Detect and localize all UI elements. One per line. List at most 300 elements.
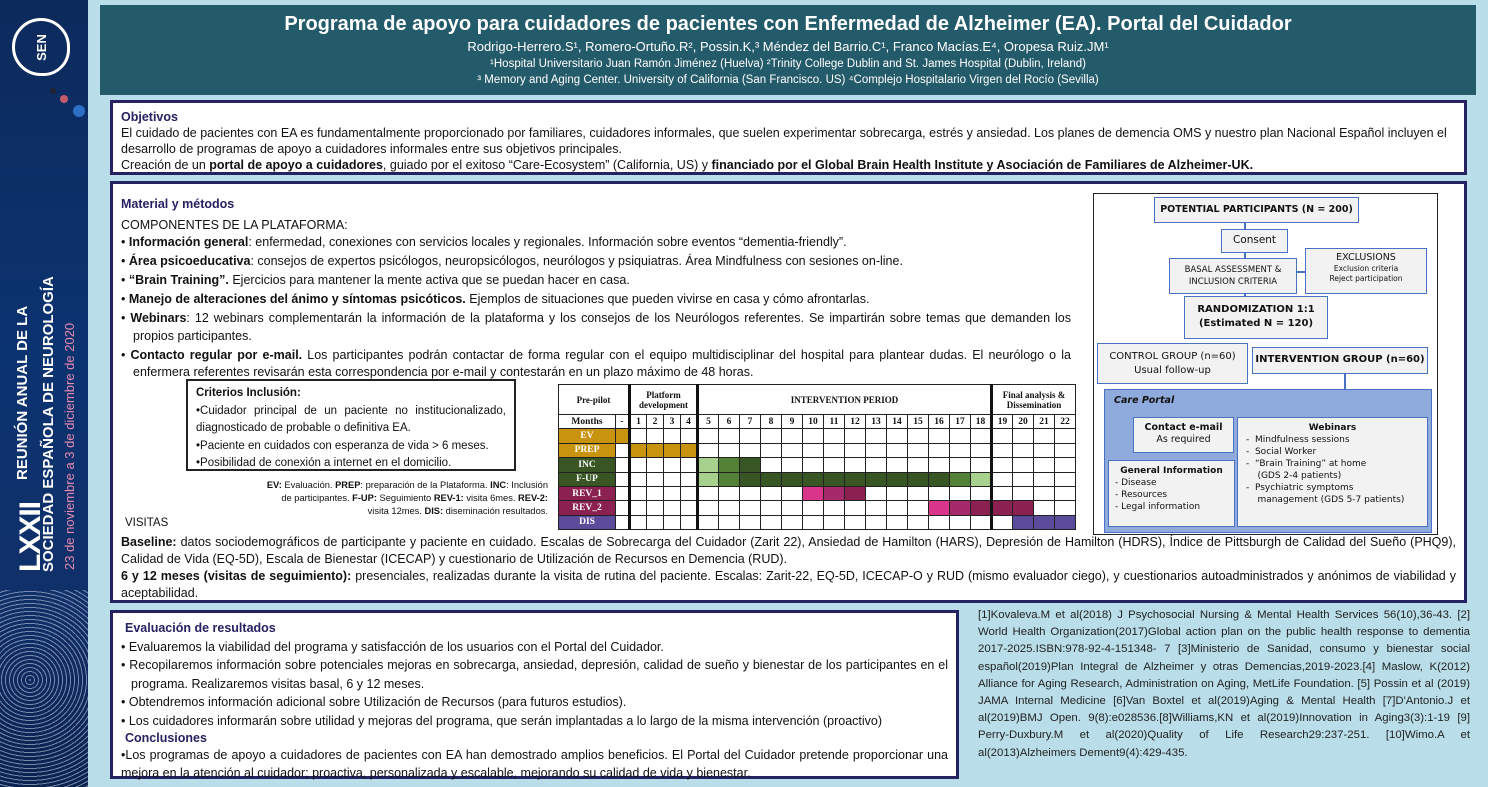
gantt-cell bbox=[664, 515, 681, 529]
gantt-cell bbox=[664, 429, 681, 443]
congress-name-line2: SOCIEDAD ESPAÑOLA DE NEUROLOGÍA bbox=[40, 276, 57, 572]
gantt-cell bbox=[887, 515, 908, 529]
webinar-item: - Mindfulness sessions bbox=[1246, 435, 1350, 445]
bullet: • bbox=[121, 347, 131, 362]
gantt-cell bbox=[887, 501, 908, 515]
gantt-cell bbox=[1055, 472, 1076, 486]
gantt-cell bbox=[616, 443, 630, 457]
gantt-cell bbox=[845, 501, 866, 515]
gantt-cell bbox=[1034, 486, 1055, 500]
general-item: - Disease bbox=[1115, 478, 1157, 488]
legend-abbr: REV-2: bbox=[518, 493, 548, 503]
gantt-cell bbox=[803, 458, 824, 472]
gantt-cell bbox=[1034, 458, 1055, 472]
control-title: CONTROL GROUP (n=60) bbox=[1109, 351, 1236, 362]
month-cell: 12 bbox=[845, 415, 866, 429]
general-title: General Information bbox=[1120, 466, 1223, 476]
gantt-cell bbox=[866, 472, 887, 486]
gantt-cell bbox=[761, 486, 782, 500]
gantt-phase-header: Pre-pilot bbox=[559, 385, 630, 415]
gantt-cell bbox=[681, 486, 698, 500]
gantt-cell bbox=[866, 515, 887, 529]
evaluation-item: • Recopilaremos información sobre potenciales mejoras en sobrecarga, ansiedad, depresión, calidad de sueño y bienestar de los participantes en el programa. Realizaremos visitas basal, 6 y 12 meses. bbox=[121, 658, 948, 691]
poster-title: Programa de apoyo para cuidadores de pacientes con Enfermedad de Alzheimer (EA). Portal del Cuidador bbox=[284, 13, 1292, 35]
gantt-row-label: PREP bbox=[559, 443, 616, 457]
gantt-row bbox=[559, 486, 1076, 500]
month-cell: 7 bbox=[740, 415, 761, 429]
gantt-row bbox=[559, 501, 1076, 515]
gantt-phase-header: Platform development bbox=[630, 385, 698, 415]
webinar-item: - “Brain Training” at home bbox=[1246, 459, 1367, 469]
component-title: Manejo de alteraciones del ánimo y síntomas psicóticos. bbox=[128, 292, 466, 306]
gantt-row-label: INC bbox=[559, 458, 616, 472]
general-item: - Legal information bbox=[1115, 502, 1201, 512]
legend-abbr: DIS: bbox=[424, 506, 444, 516]
gantt-cell bbox=[992, 501, 1013, 515]
gantt-cell bbox=[824, 515, 845, 529]
gantt-cell bbox=[1034, 501, 1055, 515]
legend-desc: Evaluación. bbox=[281, 480, 336, 490]
gantt-cell bbox=[803, 443, 824, 457]
evaluation-item: • Obtendremos información adicional sobre Utilización de Recursos (para futuros estudios). bbox=[121, 695, 627, 710]
gantt-cell bbox=[740, 501, 761, 515]
gantt-cell bbox=[1055, 443, 1076, 457]
month-cell: 8 bbox=[761, 415, 782, 429]
legend-desc: visita 12mes. bbox=[367, 506, 425, 516]
gantt-cell bbox=[630, 458, 647, 472]
consent-box: Consent bbox=[1221, 229, 1288, 253]
gantt-cell bbox=[1055, 458, 1076, 472]
randomization-box bbox=[1184, 296, 1328, 339]
gantt-cell bbox=[845, 486, 866, 500]
component-item bbox=[121, 272, 1071, 290]
methods-text bbox=[121, 196, 1071, 383]
legend-desc: Seguimiento bbox=[376, 493, 434, 503]
gantt-row bbox=[559, 458, 1076, 472]
gantt-cell bbox=[647, 472, 664, 486]
gantt-timeline-table bbox=[558, 384, 1076, 530]
components-list bbox=[121, 234, 1071, 382]
gantt-cell bbox=[782, 501, 803, 515]
gantt-cell bbox=[971, 486, 992, 500]
gantt-cell bbox=[782, 429, 803, 443]
month-cell: 4 bbox=[681, 415, 698, 429]
webinars-title: Webinars bbox=[1308, 423, 1357, 433]
gantt-cell bbox=[950, 458, 971, 472]
gantt-row-label: EV bbox=[559, 429, 616, 443]
gantt-cell bbox=[992, 429, 1013, 443]
webinar-item: management (GDS 5-7 patients) bbox=[1246, 495, 1405, 505]
followup-paragraph bbox=[121, 568, 1456, 602]
month-cell: 18 bbox=[971, 415, 992, 429]
month-cell: 21 bbox=[1034, 415, 1055, 429]
gantt-cell bbox=[647, 486, 664, 500]
gantt-cell bbox=[1013, 458, 1034, 472]
gantt-cell bbox=[698, 486, 719, 500]
gantt-cell bbox=[719, 458, 740, 472]
gantt-cell bbox=[971, 458, 992, 472]
gantt-cell bbox=[908, 443, 929, 457]
gantt-cell bbox=[761, 515, 782, 529]
component-item bbox=[121, 234, 1071, 252]
bullet: • bbox=[121, 235, 129, 249]
gantt-cell bbox=[929, 486, 950, 500]
references: [1]Kovaleva.M et al(2018) J Psychosocial Nursing & Mental Health Services 56(10),36-43. [2] World Health Organization(2017)Global action plan on the public health response to dementia 2017-2025.ISBN:978-92-4-151348- 7 [3]Ministerio de Sanidad, consumo y bienestar social español(2019)Plan Integral de Alzheimer y otras Demencias,2019-2023.[4] Maslow, K(2012) Alliance for Aging Research, Administration on Aging, MetLife Foundation. [5] Possin et al (2019) JAMA Internal Medicine [6]Van Boxtel et al(2019)Aging & Mental Health [7]D'Antonio.J et al(2019)BMJ Open. 9(8):e028536.[8]Williams,KN et al(2019)Innovation in Aging3(3):1-19 [9] Perry-Duxbury.M et al(2020)Quality of Life Research29:237-251. [10]Wimo.A et al(2013)Alzheimers Dement9(4):429-435. bbox=[978, 609, 1470, 759]
gantt-cell bbox=[824, 486, 845, 500]
intervention-group-box: INTERVENTION GROUP (n=60) bbox=[1252, 347, 1428, 374]
component-item bbox=[121, 347, 1071, 382]
components-subheading: COMPONENTES DE LA PLATAFORMA: bbox=[121, 217, 348, 232]
gantt-cell bbox=[1055, 486, 1076, 500]
gantt-cell bbox=[866, 501, 887, 515]
legend-abbr: PREP bbox=[335, 480, 361, 490]
basal-assessment-box: BASAL ASSESSMENT & INCLUSION CRITERIA bbox=[1169, 258, 1297, 294]
gantt-cell bbox=[950, 443, 971, 457]
control-group-box bbox=[1097, 343, 1248, 384]
gantt-cell bbox=[761, 429, 782, 443]
exclusions-box bbox=[1305, 248, 1427, 294]
gantt-cell bbox=[1055, 429, 1076, 443]
edition-number: LXXII bbox=[14, 501, 47, 572]
gantt-cell bbox=[782, 486, 803, 500]
gantt-cell bbox=[664, 501, 681, 515]
component-desc: Ejemplos de situaciones que pueden vivirse en casa y cómo afrontarlas. bbox=[465, 292, 870, 306]
text: presenciales, realizadas durante la visita de rutina del paciente. Escalas: Zarit-22, EQ-5D, ICECAP-O y RUD (mismo evaluador ciego), y cuestionarios autoadministrados y anónimos de viabilidad y aceptabilidad. bbox=[121, 569, 1456, 600]
webinars-box bbox=[1237, 417, 1428, 527]
gantt-cell bbox=[908, 515, 929, 529]
brain-illustration bbox=[0, 590, 88, 787]
gantt-cell bbox=[1055, 501, 1076, 515]
gantt-cell bbox=[824, 472, 845, 486]
gantt-legend bbox=[263, 479, 548, 518]
gantt-cell bbox=[664, 486, 681, 500]
month-cell: - bbox=[616, 415, 630, 429]
gantt-cell bbox=[740, 443, 761, 457]
gantt-cell bbox=[664, 472, 681, 486]
gantt-cell bbox=[616, 486, 630, 500]
gantt-cell bbox=[929, 429, 950, 443]
gantt-row-label: F-UP bbox=[559, 472, 616, 486]
objectives-paragraph: El cuidado de pacientes con EA es fundamentalmente proporcionado por familiares, cuidadores informales, que suelen experimentar sobrecarga, estrés y ansiedad. Los planes de demencia OMS y nuestro plan Nacional Español incluyen el desarrollo de programas de apoyo a cuidadores informales entre sus objetivos principales. bbox=[121, 126, 1447, 156]
gantt-cell bbox=[630, 486, 647, 500]
gantt-cell bbox=[866, 458, 887, 472]
gantt-cell bbox=[782, 472, 803, 486]
gantt-cell bbox=[845, 429, 866, 443]
gantt-cell bbox=[950, 486, 971, 500]
gantt-cell bbox=[1034, 429, 1055, 443]
sen-logo: SEN bbox=[12, 18, 70, 76]
section-heading: Material y métodos bbox=[121, 197, 235, 211]
gantt-row-label: REV_2 bbox=[559, 501, 616, 515]
gantt-cell bbox=[740, 486, 761, 500]
gantt-cell bbox=[908, 486, 929, 500]
gantt-cell bbox=[992, 515, 1013, 529]
evaluation-item: • Evaluaremos la viabilidad del programa y satisfacción de los usuarios con el Portal del Cuidador. bbox=[121, 639, 664, 654]
gantt-row-label: DIS bbox=[559, 515, 616, 529]
gantt-phase-header: Final analysis & Dissemination bbox=[992, 385, 1076, 415]
gantt-row-label: REV_1 bbox=[559, 486, 616, 500]
gantt-cell bbox=[616, 458, 630, 472]
legend-desc: : Inclusión de participantes. bbox=[281, 480, 548, 503]
affiliations-2: ³ Memory and Aging Center. University of California (San Francisco. US) ⁴Complejo Hospitalario Virgen del Rocío (Sevilla) bbox=[477, 74, 1099, 86]
gantt-cell bbox=[681, 515, 698, 529]
gantt-cell bbox=[908, 458, 929, 472]
gantt-phase-header: INTERVENTION PERIOD bbox=[698, 385, 992, 415]
gantt-cell bbox=[698, 458, 719, 472]
evaluation-list bbox=[121, 638, 948, 731]
gantt-cell bbox=[698, 443, 719, 457]
gantt-cell bbox=[992, 472, 1013, 486]
legend-desc: visita 6mes. bbox=[463, 493, 519, 503]
gantt-cell bbox=[824, 458, 845, 472]
exclusion-item: Reject participation bbox=[1329, 274, 1403, 283]
objectives-paragraph-2 bbox=[121, 157, 1456, 173]
gantt-cell bbox=[1013, 472, 1034, 486]
gantt-cell bbox=[971, 472, 992, 486]
component-title: Contacto regular por e-mail. bbox=[130, 347, 303, 362]
gantt-cell bbox=[681, 458, 698, 472]
text: , guiado por el exitoso “Care-Ecosystem” (California, US) y bbox=[382, 158, 712, 172]
gantt-cell bbox=[971, 501, 992, 515]
month-cell: 16 bbox=[929, 415, 950, 429]
component-title: “Brain Training”. bbox=[128, 273, 229, 287]
gantt-cell bbox=[1013, 501, 1034, 515]
gantt-cell bbox=[630, 443, 647, 457]
gantt-cell bbox=[681, 501, 698, 515]
gantt-cell bbox=[698, 501, 719, 515]
gantt-cell bbox=[971, 515, 992, 529]
legend-abbr: REV-1: bbox=[433, 493, 464, 503]
visits-label: VISITAS bbox=[125, 517, 169, 529]
contact-title: Contact e-mail bbox=[1144, 422, 1223, 433]
gantt-cell bbox=[1013, 443, 1034, 457]
month-cell: 2 bbox=[647, 415, 664, 429]
conclusions-heading: Conclusiones bbox=[125, 730, 207, 745]
decor-dot bbox=[50, 88, 56, 94]
decor-dot bbox=[73, 105, 85, 117]
care-portal-box bbox=[1104, 389, 1432, 533]
component-title: Webinars bbox=[130, 311, 187, 325]
bullet: • bbox=[121, 292, 129, 306]
gantt-cell bbox=[866, 429, 887, 443]
month-cell: 19 bbox=[992, 415, 1013, 429]
component-title: Información general bbox=[128, 235, 249, 249]
months-label: Months bbox=[559, 415, 616, 429]
contact-email-box bbox=[1133, 417, 1234, 453]
criteria-heading: Criterios Inclusión: bbox=[196, 387, 301, 399]
conclusions-text: •Los programas de apoyo a cuidadores de pacientes con EA han demostrado amplios beneficios. El Portal del Cuidador pretende proporcionar una mejora en la atención al cuidador; proactiva, personalizada y escalable, mejorando su calidad de vida y bienestar. bbox=[121, 747, 948, 781]
bullet: • bbox=[121, 254, 129, 268]
gantt-cell bbox=[719, 501, 740, 515]
evaluation-item: • Los cuidadores informarán sobre utilidad y mejoras del programa, que serán implantadas a lo largo de la misma intervención (proactivo) bbox=[121, 713, 883, 728]
general-items bbox=[1109, 477, 1234, 513]
gantt-cell bbox=[681, 443, 698, 457]
gantt-cell bbox=[908, 472, 929, 486]
gantt-cell bbox=[845, 443, 866, 457]
gantt-cell bbox=[664, 443, 681, 457]
criteria-item: •Cuidador principal de un paciente no institucionalizado, diagnosticado de probable o definitiva EA. bbox=[196, 404, 506, 434]
component-desc: : 12 webinars complementarán la información de la plataforma y los consejos de los Neurólogos referentes. Se impartirán sobre temas que demanden los propios participantes. bbox=[133, 311, 1071, 343]
exclusions-title: EXCLUSIONS bbox=[1336, 252, 1396, 263]
care-portal-title: Care Portal bbox=[1114, 395, 1175, 406]
gantt-cell bbox=[681, 429, 698, 443]
affiliations-1: ¹Hospital Universitario Juan Ramón Jiménez (Huelva) ²Trinity College Dublin and St. James Hospital (Dublin, Ireland) bbox=[490, 58, 1086, 70]
gantt-row bbox=[559, 515, 1076, 529]
gantt-row bbox=[559, 443, 1076, 457]
component-desc: : enfermedad, conexiones con servicios locales y regionales. Información sobre eventos “dementia-friendly”. bbox=[248, 235, 847, 249]
gantt-cell bbox=[929, 458, 950, 472]
gantt-cell bbox=[992, 486, 1013, 500]
gantt-months-row bbox=[559, 415, 1076, 429]
gantt-cell bbox=[647, 501, 664, 515]
component-desc: Los participantes podrán contactar de forma regular con el equipo multidisciplinar del hospital para plantear dudas. El neurólogo o la enfermera referentes revisarán esta correspondencia por e-mail y contestarán en un plazo máximo de 48 horas. bbox=[133, 347, 1071, 379]
congress-date: 23 de noviembre a 3 de diciembre de 2020 bbox=[62, 322, 77, 570]
text-bold: financiado por el Global Brain Health Institute y Asociación de Familiares de Alzheimer-UK. bbox=[711, 158, 1254, 172]
gantt-cell bbox=[616, 501, 630, 515]
gantt-cell bbox=[803, 515, 824, 529]
bullet: • bbox=[121, 311, 131, 325]
legend-abbr: INC bbox=[490, 480, 507, 490]
gantt-cell bbox=[803, 486, 824, 500]
gantt-cell bbox=[782, 515, 803, 529]
text-bold: Baseline: bbox=[121, 535, 177, 549]
legend-abbr: EV: bbox=[266, 480, 282, 490]
general-info-box bbox=[1108, 460, 1235, 527]
gantt-cell bbox=[887, 486, 908, 500]
component-desc: : consejos de expertos psicólogos, neuropsicólogos, neurólogos y psiquiatras. Área Mindfulness con sesiones on-line. bbox=[250, 254, 903, 268]
gantt-cell bbox=[630, 501, 647, 515]
gantt-cell bbox=[647, 429, 664, 443]
gantt-cell bbox=[1013, 429, 1034, 443]
month-cell: 3 bbox=[664, 415, 681, 429]
gantt-cell bbox=[740, 472, 761, 486]
randomization-n: (Estimated N = 120) bbox=[1198, 318, 1314, 329]
text-bold: portal de apoyo a cuidadores bbox=[209, 158, 383, 172]
visits-description bbox=[121, 534, 1456, 602]
gantt-cell bbox=[647, 515, 664, 529]
gantt-cell bbox=[719, 429, 740, 443]
component-desc: Ejercicios para mantener la mente activa que se puedan hacer en casa. bbox=[228, 273, 630, 287]
gantt-cell bbox=[761, 501, 782, 515]
gantt-cell bbox=[630, 515, 647, 529]
decor-dot bbox=[60, 95, 68, 103]
legend-desc: : preparación de la Plataforma. bbox=[360, 480, 491, 490]
text-bold: 6 y 12 meses (visitas de seguimiento): bbox=[121, 569, 352, 583]
gantt-cell bbox=[719, 515, 740, 529]
component-item bbox=[121, 310, 1071, 345]
month-cell: 15 bbox=[908, 415, 929, 429]
gantt-cell bbox=[647, 458, 664, 472]
gantt-cell bbox=[803, 429, 824, 443]
gantt-cell bbox=[971, 429, 992, 443]
gantt-cell bbox=[616, 429, 630, 443]
gantt-cell bbox=[1034, 443, 1055, 457]
gantt-cell bbox=[761, 472, 782, 486]
gantt-cell bbox=[698, 472, 719, 486]
gantt-cell bbox=[761, 443, 782, 457]
webinar-item: - Social Worker bbox=[1246, 447, 1317, 457]
connector bbox=[1344, 372, 1346, 389]
gantt-cell bbox=[616, 515, 630, 529]
gantt-cell bbox=[761, 458, 782, 472]
month-cell: 10 bbox=[803, 415, 824, 429]
gantt-cell bbox=[782, 443, 803, 457]
component-title: Área psicoeducativa bbox=[128, 254, 251, 268]
gantt-cell bbox=[664, 458, 681, 472]
gantt-cell bbox=[681, 472, 698, 486]
gantt-phase-row bbox=[559, 385, 1076, 415]
gantt-cell bbox=[950, 501, 971, 515]
bullet: • bbox=[121, 273, 129, 287]
gantt-cell bbox=[992, 458, 1013, 472]
month-cell: 9 bbox=[782, 415, 803, 429]
evaluation-section bbox=[110, 610, 959, 779]
gantt-cell bbox=[950, 429, 971, 443]
gantt-cell bbox=[929, 515, 950, 529]
gantt-cell bbox=[866, 443, 887, 457]
gantt-cell bbox=[824, 443, 845, 457]
gantt-cell bbox=[950, 515, 971, 529]
gantt-cell bbox=[740, 458, 761, 472]
gantt-cell bbox=[866, 486, 887, 500]
section-heading: Objetivos bbox=[121, 110, 178, 124]
authors: Rodrigo-Herrero.S¹, Romero-Ortuño.R², Possin.K,³ Méndez del Barrio.C¹, Franco Macías.E⁴, Oropesa Ruiz.JM¹ bbox=[467, 39, 1109, 54]
legend-desc: diseminación resultados. bbox=[443, 506, 548, 516]
objectives-section bbox=[110, 100, 1467, 175]
gantt-cell bbox=[698, 429, 719, 443]
gantt-cell bbox=[782, 458, 803, 472]
gantt-cell bbox=[887, 429, 908, 443]
gantt-cell bbox=[803, 472, 824, 486]
month-cell: 13 bbox=[866, 415, 887, 429]
gantt-cell bbox=[887, 458, 908, 472]
congress-sidebar bbox=[0, 0, 88, 787]
webinar-items bbox=[1238, 434, 1427, 506]
baseline-paragraph bbox=[121, 534, 1456, 568]
gantt-cell bbox=[616, 472, 630, 486]
month-cell: 20 bbox=[1013, 415, 1034, 429]
gantt-cell bbox=[1034, 472, 1055, 486]
webinar-item: - Psychiatric symptoms bbox=[1246, 483, 1354, 493]
month-cell: 17 bbox=[950, 415, 971, 429]
gantt-cell bbox=[929, 443, 950, 457]
legend-abbr: F-UP: bbox=[352, 493, 377, 503]
gantt-cell bbox=[824, 501, 845, 515]
gantt-cell bbox=[740, 429, 761, 443]
poster-header bbox=[100, 5, 1476, 95]
gantt-row bbox=[559, 472, 1076, 486]
randomization-title: RANDOMIZATION 1:1 bbox=[1197, 304, 1315, 315]
month-cell: 14 bbox=[887, 415, 908, 429]
gantt-cell bbox=[950, 472, 971, 486]
gantt-cell bbox=[845, 472, 866, 486]
gantt-cell bbox=[992, 443, 1013, 457]
gantt-cell bbox=[1013, 486, 1034, 500]
text: Creación de un bbox=[121, 158, 210, 172]
month-cell: 1 bbox=[630, 415, 647, 429]
exclusion-item: Exclusion criteria bbox=[1333, 264, 1399, 273]
gantt-cell bbox=[719, 443, 740, 457]
text: datos sociodemográficos de participante y paciente en cuidado. Escalas de Sobrecarga del Cuidador (Zarit 22), Ansiedad de Hamilton (HARS), Depresión de Hamilton (HDRS), Índice de Pittsburgh de Calidad del Sueño (PHQ9), Calidad de Vida (EQ-5D), Escala de Bienestar (ICECAP) y cuestionario de Utilización de Recursos en Demencia (RUD). bbox=[121, 535, 1456, 566]
webinar-item: (GDS 2-4 patients) bbox=[1246, 471, 1342, 481]
gantt-cell bbox=[1055, 515, 1076, 529]
potential-participants-box: POTENTIAL PARTICIPANTS (N = 200) bbox=[1154, 197, 1359, 223]
gantt-cell bbox=[887, 443, 908, 457]
general-item: - Resources bbox=[1115, 490, 1168, 500]
gantt-cell bbox=[719, 486, 740, 500]
month-cell: 11 bbox=[824, 415, 845, 429]
gantt-cell bbox=[1013, 515, 1034, 529]
